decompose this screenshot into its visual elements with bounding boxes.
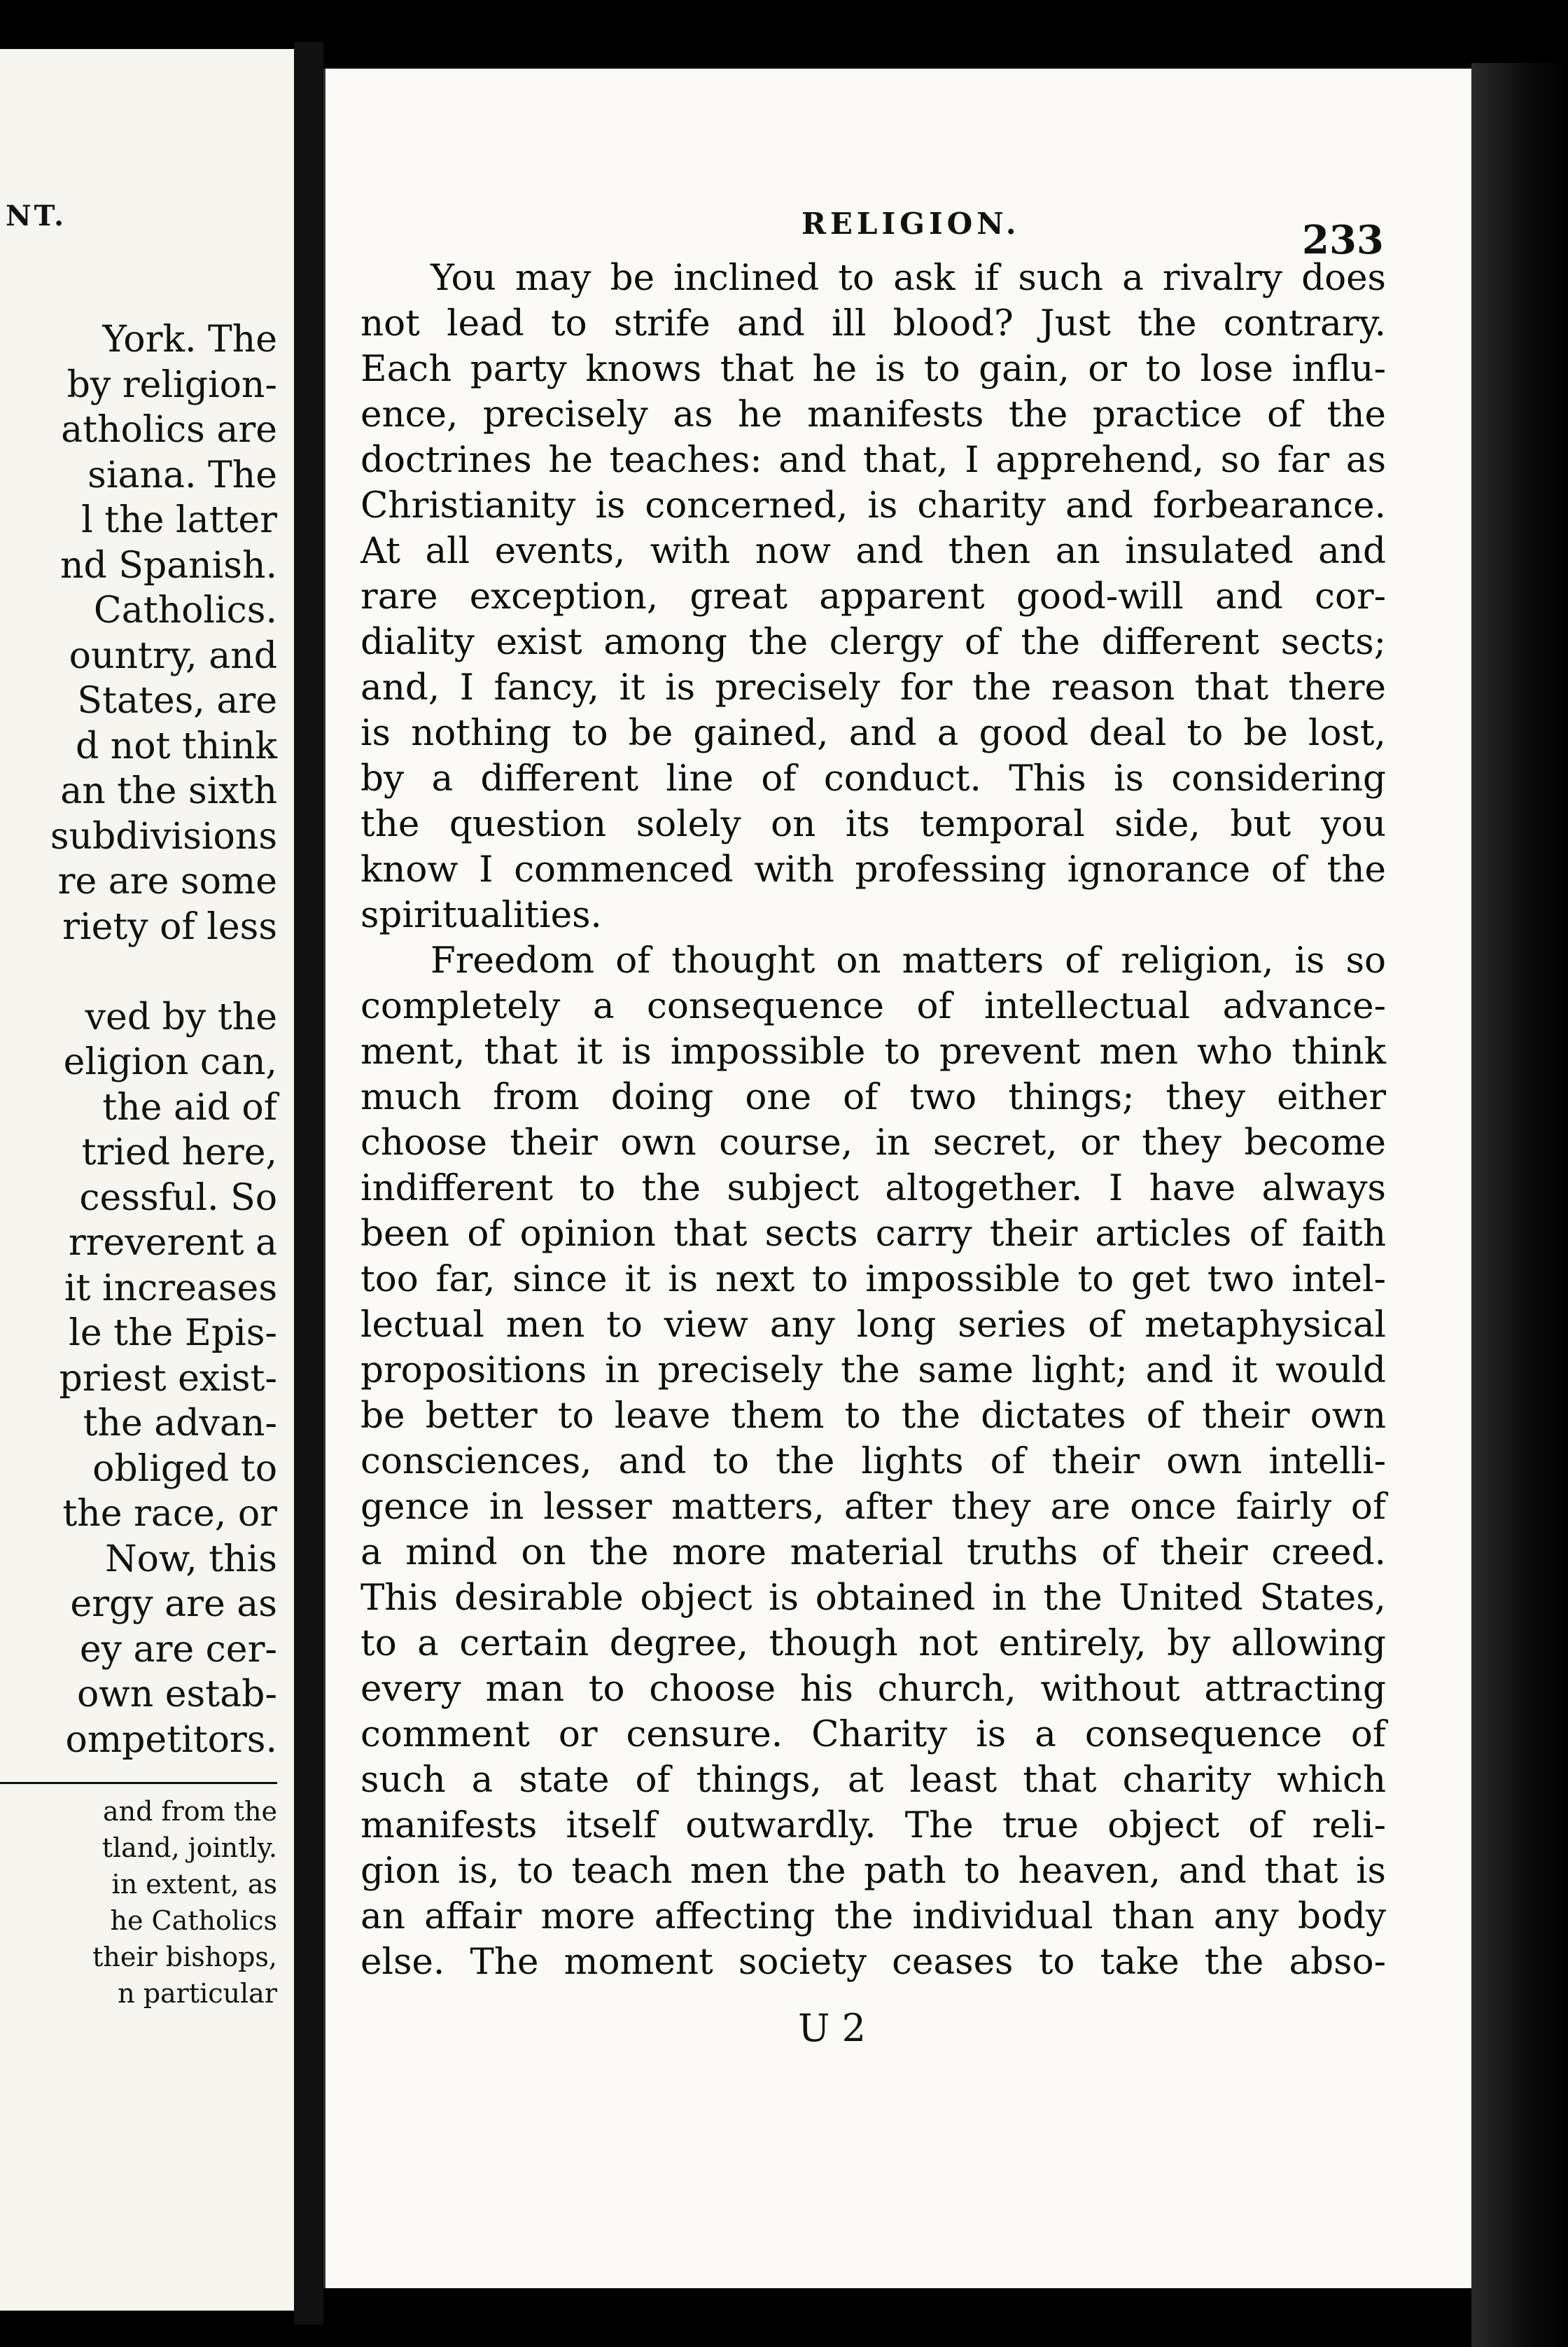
left-line: Catholics. <box>93 590 277 632</box>
text-line: comment or censure. Charity is a consequence of <box>360 1713 1386 1755</box>
left-line: re are some <box>57 861 277 903</box>
left-line: d not think <box>75 725 277 767</box>
left-line: York. The <box>102 319 277 361</box>
text-line: every man to choose his church, without attracting <box>360 1668 1386 1710</box>
text-line: propositions in precisely the same light; and it would <box>360 1349 1386 1391</box>
text-line: rare exception, great apparent good-will and cor- <box>360 576 1386 618</box>
text-line: ment, that it is impossible to prevent men who think <box>360 1031 1386 1073</box>
text-line: You may be inclined to ask if such a rivalry does <box>430 257 1386 299</box>
left-line: tried here, <box>81 1131 277 1174</box>
text-line: Christianity is concerned, is charity and forbearance. <box>360 485 1386 527</box>
text-line: Freedom of thought on matters of religion, is so <box>430 940 1386 982</box>
left-line: l the latter <box>81 499 277 541</box>
left-line: ompetitors. <box>65 1718 277 1761</box>
text-line: know I commenced with professing ignorance of the <box>360 849 1386 891</box>
left-running-head: NT. <box>6 200 67 232</box>
left-line: priest exist- <box>59 1357 277 1400</box>
left-line: by religion- <box>66 363 277 406</box>
left-line: the aid of <box>102 1086 277 1129</box>
text-line: This desirable object is obtained in the United States, <box>360 1577 1386 1619</box>
facing-page-left <box>0 49 297 2311</box>
signature-mark: U 2 <box>798 2006 867 2050</box>
left-line: the race, or <box>62 1493 277 1535</box>
left-footnote-line: n particular <box>118 1978 277 2009</box>
left-line: le the Epis- <box>69 1312 277 1354</box>
text-line: indifferent to the subject altogether. I have always <box>360 1167 1386 1209</box>
text-line: be better to leave them to the dictates of their own <box>360 1395 1386 1437</box>
left-footnote-line: in extent, as <box>111 1869 277 1900</box>
text-line: by a different line of conduct. This is considering <box>360 758 1386 800</box>
left-line: the advan- <box>83 1402 277 1444</box>
left-line: own estab- <box>76 1673 277 1715</box>
text-line: Each party knows that he is to gain, or to lose influ- <box>360 348 1386 390</box>
left-line: ergy are as <box>70 1583 277 1625</box>
text-line: gion is, to teach men the path to heaven, and that is <box>360 1850 1386 1892</box>
left-line: cessful. So <box>79 1176 277 1219</box>
left-line: rreverent a <box>68 1222 277 1264</box>
text-line: lectual men to view any long series of metaphysical <box>360 1304 1386 1346</box>
text-line: manifests itself outwardly. The true object of reli- <box>360 1804 1386 1846</box>
text-line: At all events, with now and then an insulated and <box>360 530 1386 572</box>
text-line: too far, since it is next to impossible to get two intel- <box>360 1258 1386 1300</box>
footnote-rule <box>0 1782 277 1784</box>
text-line: choose their own course, in secret, or they become <box>360 1122 1386 1164</box>
page-edge-shadow <box>1471 63 1568 2347</box>
text-line: not lead to strife and ill blood? Just the contrary. <box>360 302 1386 344</box>
left-line: Now, this <box>105 1538 277 1580</box>
text-line: spiritualities. <box>360 894 602 936</box>
left-footnote-line: and from the <box>103 1796 277 1827</box>
left-line: subdivisions <box>50 815 277 858</box>
left-line: atholics are <box>61 409 277 451</box>
text-line: such a state of things, at least that charity which <box>360 1759 1386 1801</box>
left-line: obliged to <box>92 1447 277 1490</box>
text-line: and, I fancy, it is precisely for the reason that there <box>360 667 1386 709</box>
left-line: States, are <box>77 680 277 722</box>
running-head: RELIGION. <box>802 207 1021 241</box>
page-number: 233 <box>1302 217 1384 263</box>
text-line: the question solely on its temporal side, but you <box>360 803 1386 845</box>
left-line: nd Spanish. <box>59 544 277 587</box>
left-line: siana. The <box>88 454 277 496</box>
text-line: else. The moment society ceases to take the abso- <box>360 1941 1386 1983</box>
body-text <box>360 256 1386 1985</box>
text-line: an affair more affecting the individual than any body <box>360 1895 1386 1937</box>
text-line: diality exist among the clergy of the different sects; <box>360 621 1386 663</box>
left-line: ey are cer- <box>79 1628 277 1671</box>
left-footnote-line: he Catholics <box>110 1905 277 1936</box>
text-line: gence in lesser matters, after they are once fairly of <box>360 1486 1386 1528</box>
left-footnote-line: their bishops, <box>92 1942 277 1972</box>
text-line: completely a consequence of intellectual advance- <box>360 985 1386 1027</box>
left-line: riety of less <box>62 905 277 948</box>
text-line: ence, precisely as he manifests the practice of the <box>360 394 1386 436</box>
text-line: to a certain degree, though not entirely, by allowing <box>360 1622 1386 1664</box>
left-line: an the sixth <box>60 770 277 812</box>
text-line: a mind on the more material truths of their creed. <box>360 1531 1386 1573</box>
left-line: ountry, and <box>69 634 277 677</box>
book-gutter <box>294 42 323 2325</box>
left-line: it increases <box>64 1267 277 1309</box>
left-footnote-line: tland, jointly. <box>102 1832 277 1863</box>
left-line: eligion can, <box>63 1041 277 1083</box>
text-line: much from doing one of two things; they either <box>360 1076 1386 1118</box>
text-line: doctrines he teaches: and that, I apprehend, so far as <box>360 439 1386 481</box>
text-line: is nothing to be gained, and a good deal to be lost, <box>360 712 1386 754</box>
text-line: consciences, and to the lights of their own intelli- <box>360 1440 1386 1482</box>
text-line: been of opinion that sects carry their articles of faith <box>360 1213 1386 1255</box>
left-line: ved by the <box>85 996 277 1038</box>
